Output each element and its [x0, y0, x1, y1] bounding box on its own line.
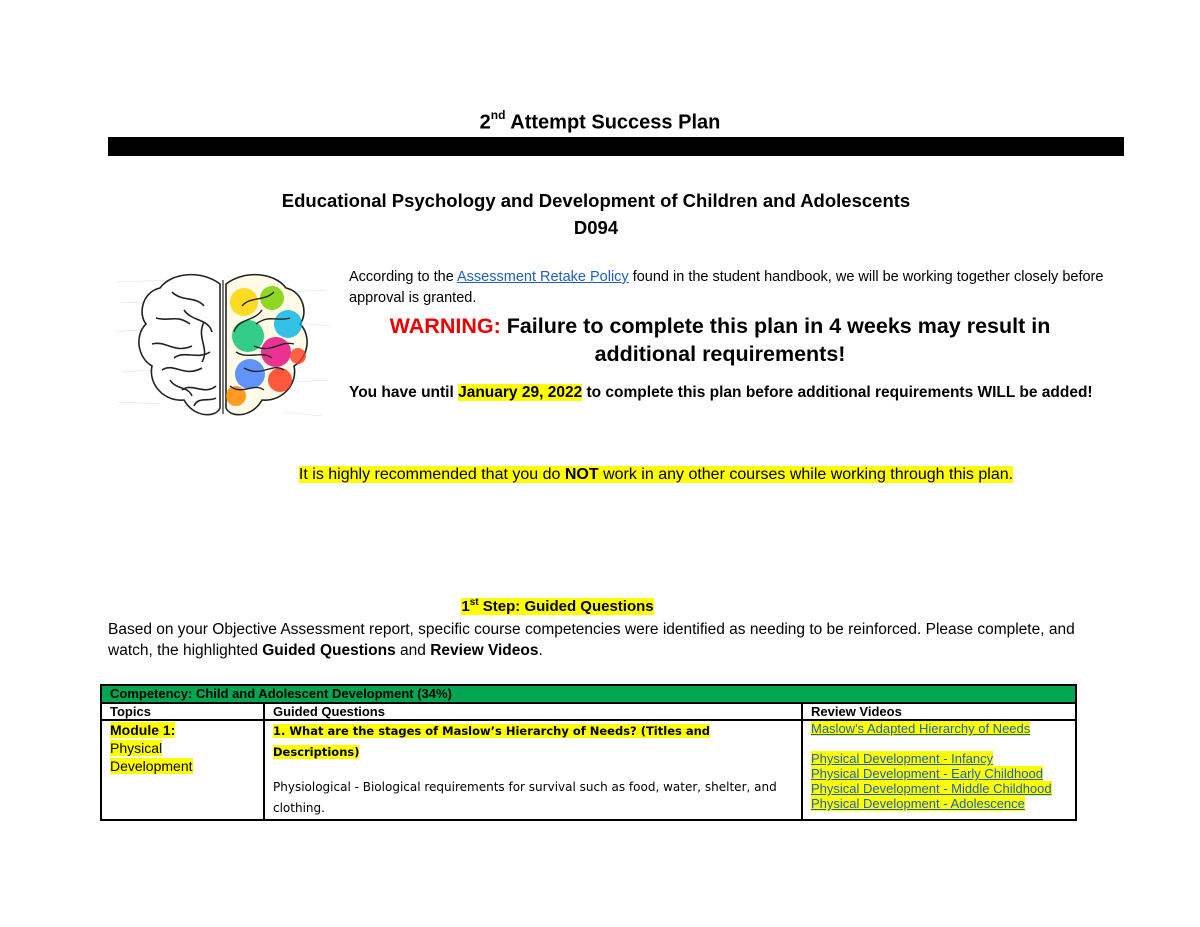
module-name-line-2: Development — [110, 758, 193, 774]
module-label: Module 1: — [110, 722, 176, 738]
guided-question: 1. What are the stages of Maslow’s Hierarchy of Needs? (Titles and Descriptions) — [273, 724, 711, 759]
video-link-maslow[interactable]: Maslow's Adapted Hierarchy of Needs — [811, 721, 1031, 736]
step-title: 1st Step: Guided Questions — [461, 597, 654, 615]
assessment-retake-policy-link[interactable]: Assessment Retake Policy — [457, 269, 629, 285]
brain-illustration — [112, 262, 334, 440]
video-link-middle-childhood[interactable]: Physical Development - Middle Childhood — [811, 781, 1052, 796]
brain-right-hemisphere — [226, 275, 307, 415]
warning-label: WARNING: — [389, 314, 501, 338]
deadline-date: January 29, 2022 — [458, 384, 583, 401]
review-videos-cell — [802, 720, 1076, 820]
topics-header: Topics — [101, 703, 264, 720]
column-header-row — [101, 703, 1076, 720]
course-name: Educational Psychology and Development of Children and Adolescents — [281, 190, 911, 211]
module-name-line-1: Physical — [110, 740, 163, 756]
brain-left-hemisphere — [139, 275, 220, 415]
title-divider-bar — [108, 137, 1124, 156]
video-link-infancy[interactable]: Physical Development - Infancy — [811, 751, 994, 766]
review-videos-header: Review Videos — [802, 703, 1076, 720]
guided-question-answer: Physiological - Biological requirements for survival such as food, water, shelter, and clothing. — [273, 780, 777, 815]
page-title: 2nd Attempt Success Plan — [479, 108, 721, 134]
retake-policy-text: According to the Assessment Retake Policy found in the student handbook, we will be working together closely before approval is granted. — [349, 269, 1104, 306]
competency-table — [100, 684, 1077, 821]
step-description: Based on your Objective Assessment report, specific course competencies were identified as needing to be reinforced. Please complete, and watch, the highlighted Guided Questions and Review Videos. — [108, 621, 1075, 659]
deadline-message: You have until January 29, 2022 to complete this plan before additional requirements WILL be added! — [349, 384, 1093, 401]
video-link-adolescence[interactable]: Physical Development - Adolescence — [811, 796, 1025, 811]
guided-question-cell — [264, 720, 802, 820]
module-topic-cell — [101, 720, 264, 820]
recommendation-note: It is highly recommended that you do NOT work in any other courses while working through this plan. — [298, 466, 1014, 483]
competency-header-row — [101, 685, 1076, 703]
course-code: D094 — [573, 217, 619, 238]
warning-message: WARNING: Failure to complete this plan in 4 weeks may result in additional requirements! — [389, 314, 1051, 366]
table-row — [101, 720, 1076, 820]
video-link-early-childhood[interactable]: Physical Development - Early Childhood — [811, 766, 1043, 781]
guided-questions-header: Guided Questions — [264, 703, 802, 720]
competency-title: Competency: Child and Adolescent Development (34%) — [101, 685, 1076, 703]
